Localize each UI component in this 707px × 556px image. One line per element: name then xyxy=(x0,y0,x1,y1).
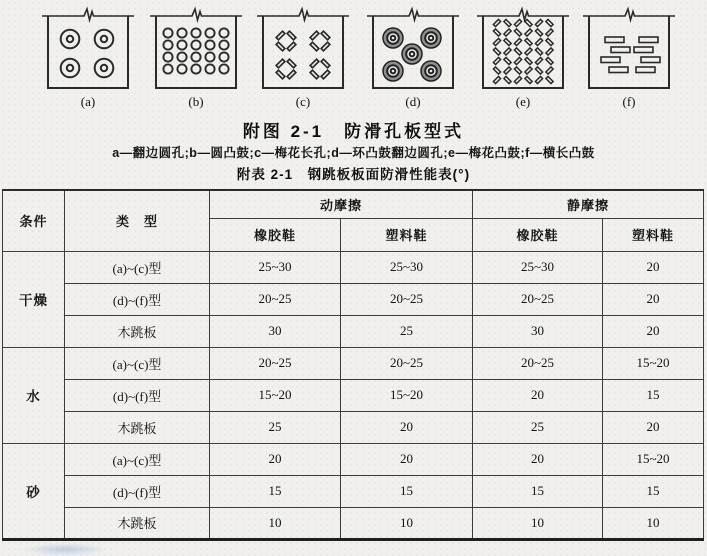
value-cell: 15~20 xyxy=(603,443,704,475)
type-cell: 木跳板 xyxy=(65,507,210,539)
condition-cell-dry: 干燥 xyxy=(3,251,65,347)
flanged-round-holes-pattern xyxy=(40,6,136,93)
value-cell: 25 xyxy=(341,315,473,347)
value-cell: 15 xyxy=(210,475,341,507)
table-row xyxy=(3,411,704,443)
value-cell: 20~25 xyxy=(341,347,473,379)
scan-smudge-artifact xyxy=(22,543,108,556)
table-row xyxy=(3,379,704,411)
value-cell: 15~20 xyxy=(341,379,473,411)
table-row xyxy=(3,443,704,475)
type-cell: (d)~(f)型 xyxy=(65,475,210,507)
type-cell: (a)~(c)型 xyxy=(65,251,210,283)
type-cell: (a)~(c)型 xyxy=(65,347,210,379)
value-cell: 20~25 xyxy=(473,283,603,315)
figure-panel-f xyxy=(581,6,677,110)
value-cell: 15~20 xyxy=(603,347,704,379)
value-cell: 30 xyxy=(210,315,341,347)
header-rubber-shoe-static: 橡胶鞋 xyxy=(473,218,603,251)
value-cell: 30 xyxy=(473,315,603,347)
figure-panel-e xyxy=(475,6,571,110)
figure-strip xyxy=(0,6,707,116)
table-row xyxy=(3,475,704,507)
value-cell: 10 xyxy=(210,507,341,539)
panel-label-f: (f) xyxy=(622,94,636,109)
table-title: 附表 2-1 钢跳板板面防滑性能表(°) xyxy=(236,167,471,182)
value-cell: 15~20 xyxy=(210,379,341,411)
value-cell: 20 xyxy=(473,443,603,475)
header-plastic-shoe-dynamic: 塑料鞋 xyxy=(341,218,473,251)
figure-panel-b xyxy=(148,6,244,110)
condition-cell-sand: 砂 xyxy=(3,443,65,539)
value-cell: 10 xyxy=(603,507,704,539)
figure-panel-d xyxy=(365,6,461,110)
table-row xyxy=(3,507,704,539)
type-cell: 木跳板 xyxy=(65,411,210,443)
header-plastic-shoe-static: 塑料鞋 xyxy=(603,218,704,251)
type-cell: (d)~(f)型 xyxy=(65,379,210,411)
value-cell: 25~30 xyxy=(341,251,473,283)
header-dynamic-friction: 动摩擦 xyxy=(210,190,473,218)
value-cell: 20 xyxy=(341,443,473,475)
figure-caption: 附图 2-1 防滑孔板型式 xyxy=(242,122,465,141)
value-cell: 20~25 xyxy=(341,283,473,315)
value-cell: 15 xyxy=(603,379,704,411)
value-cell: 10 xyxy=(473,507,603,539)
round-bumps-grid-pattern xyxy=(148,6,244,93)
value-cell: 15 xyxy=(473,475,603,507)
table-row xyxy=(3,283,704,315)
figure-panel-c xyxy=(255,6,351,110)
type-cell: (d)~(f)型 xyxy=(65,283,210,315)
type-cell: (a)~(c)型 xyxy=(65,443,210,475)
header-rubber-shoe-dynamic: 橡胶鞋 xyxy=(210,218,341,251)
plum-bumps-pattern xyxy=(475,6,571,93)
panel-label-c: (c) xyxy=(295,94,311,109)
horizontal-long-bumps-pattern xyxy=(581,6,677,93)
condition-cell-water: 水 xyxy=(3,347,65,443)
panel-label-e: (e) xyxy=(515,94,531,109)
table-row xyxy=(3,251,704,283)
value-cell: 25 xyxy=(473,411,603,443)
table-row xyxy=(3,347,704,379)
friction-performance-table xyxy=(2,189,704,541)
table-row xyxy=(3,315,704,347)
header-static-friction: 静摩擦 xyxy=(473,190,704,218)
value-cell: 15 xyxy=(603,475,704,507)
value-cell: 15 xyxy=(341,475,473,507)
value-cell: 20 xyxy=(603,251,704,283)
figure-panel-a xyxy=(40,6,136,110)
plum-long-holes-pattern xyxy=(255,6,351,93)
value-cell: 20 xyxy=(341,411,473,443)
value-cell: 20 xyxy=(603,411,704,443)
ring-bump-flanged-holes-pattern xyxy=(365,6,461,93)
header-condition: 条件 xyxy=(3,190,65,251)
value-cell: 25~30 xyxy=(473,251,603,283)
value-cell: 25~30 xyxy=(210,251,341,283)
value-cell: 20~25 xyxy=(210,283,341,315)
figure-legend: a—翻边圆孔;b—圆凸鼓;c—梅花长孔;d—环凸鼓翻边圆孔;e—梅花凸鼓;f—横长凸鼓 xyxy=(112,146,595,160)
value-cell: 10 xyxy=(341,507,473,539)
panel-label-d: (d) xyxy=(405,94,421,109)
value-cell: 20 xyxy=(473,379,603,411)
panel-label-b: (b) xyxy=(188,94,204,109)
value-cell: 20~25 xyxy=(210,347,341,379)
value-cell: 20 xyxy=(603,315,704,347)
type-cell: 木跳板 xyxy=(65,315,210,347)
value-cell: 20 xyxy=(603,283,704,315)
value-cell: 20~25 xyxy=(473,347,603,379)
value-cell: 25 xyxy=(210,411,341,443)
value-cell: 20 xyxy=(210,443,341,475)
header-type: 类 型 xyxy=(65,190,210,251)
panel-label-a: (a) xyxy=(80,94,96,109)
